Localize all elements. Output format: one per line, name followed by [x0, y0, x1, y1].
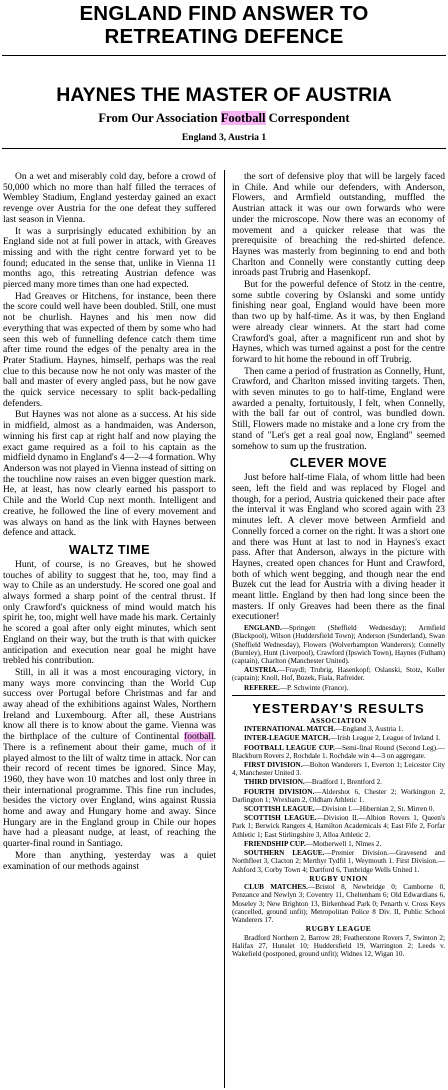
byline [0, 111, 448, 126]
austria-label: AUSTRIA. [244, 666, 279, 675]
result-entry [232, 805, 445, 813]
result-text: —Bolton Wanderers 1, Everton 1; Leicester City 4, Manchester United 3. [232, 761, 445, 778]
crosshead-clever-move: CLEVER MOVE [289, 456, 388, 471]
result-label: CLUB MATCHES. [244, 883, 308, 892]
section-rugby-league: RUGBY LEAGUE [305, 924, 372, 934]
austria-team [232, 666, 445, 682]
right-paragraph-2: But for the powerful defence of Stotz in the centre, some subtle covering by Oslanski and some untidy finishing near goal, England would have been more than two up by half-time. As it was, by then England were already clear winners. At the start had come Crawford's goal, after a magnificent run and shot by Haynes, which was turned against a post for the centre forward to hit home the rebound in off Trubrig. [232, 280, 445, 365]
result-text: Bradford Northern 2, Barrow 28; Featherstone Rovers 7, Swinton 2; Halifax 27, Hunslet 10; Huddersfield 19, Warrington 2; Leeds v. Wakefield (postponed, ground unfit); Widnes 12, Wigan 10. [232, 933, 445, 959]
left-paragraph-6 [3, 668, 216, 850]
referee-label: REFEREE. [244, 683, 280, 692]
football-highlight: football [184, 732, 214, 743]
section-rugby-union: RUGBY UNION [309, 873, 368, 883]
column-divider [224, 170, 225, 1088]
result-text: —Division I.—Hibernian 2, St. Mirren 0. [314, 805, 435, 814]
result-text: —Motherwell 1, Nîmes 2. [305, 839, 382, 848]
section-association: ASSOCIATION [310, 715, 367, 725]
result-entry [232, 814, 445, 839]
main-headline [0, 0, 448, 48]
byline-post: Correspondent [265, 111, 350, 125]
result-label: FOOTBALL LEAGUE CUP. [244, 743, 335, 752]
result-text: —Division II.—Albion Rovers 1, Queen's Park 1; Berwick Rangers 4, Hamilton Academicals 4; East Fife 2, Forfar Athletic 1; East Stirlingshire 3, Alloa Athletic 2. [232, 814, 445, 839]
result-text: —England 3, Austria 1. [335, 725, 404, 734]
match-score: England 3, Austria 1 [181, 132, 267, 143]
rugby-union-results [232, 883, 445, 924]
result-entry [232, 849, 445, 874]
left-paragraph-4: But Haynes was not alone as a success. At his side in midfield, almost as a handmaiden, was Anderson, winning his first cap at right half and now playing the exact game required as a foil to his captain as the midfield dynamo in England's 4—2—4 formation. Why Anderson was not played in Vienna instead of sitting on the touchline now raises an even bigger question mark. He, at least, has now clearly earned his passport to Chile and the World Cup next month. Intelligent and creative, he followed the line of every movement and was always on hand as the link with Haynes between defence and attack. [3, 410, 216, 539]
referee [232, 684, 445, 692]
crosshead-waltz-time: WALTZ TIME [68, 542, 150, 557]
right-paragraph-4: Just before half-time Fiala, of whom little had been seen, left the field and was replaced by Flogel and though, for a period, Austria quickened their pace after the interval it was England who scored again with 23 minutes left. A clever move between Armfield and Connelly forced a corner on the right. It was a short one and there was Hunt at last to nod in Haynes's exact pass. After that Anderson, always in the picture with Haynes, created open chances for Hunt and Crawford, both of which went begging, and though near the end Buzek cut the lead for Austria with a diving header it meant little. England by then had long since been the masters. If only Greaves had been there as the final executioner! [232, 473, 445, 623]
result-label: INTERNATIONAL MATCH. [244, 725, 336, 734]
results-rule [232, 695, 445, 696]
result-label: SCOTTISH LEAGUE. [244, 805, 315, 814]
left-paragraph-5: Hunt, of course, is no Greaves, but he showed touches of ability to suggest that he, too, may find a way to Chile as an understudy. He scored one goal and always formed a sharp point of the central thrust. If only Crawford's quickness of mind would match his spirit he, too, might well have made his mark. Certainly he scored a goal after only eight minutes, which sent England on their way, but the truth is that with quicker anticipation and execution near goal he might have trebled his contribution. [3, 559, 216, 667]
austria-lineup: —Fraydl; Trubrig, Hasenkopf; Oslanski, Stotz, Koller (captain); Knoll, Hof, Buzek, Fiala, Rafreider. [232, 666, 445, 683]
result-label: INTER-LEAGUE MATCH. [244, 734, 331, 743]
result-text: —Bradford 1, Brentford 2. [304, 778, 382, 787]
result-entry [232, 734, 445, 742]
byline-highlight: Football [220, 111, 266, 125]
result-label: SCOTTISH LEAGUE. [244, 814, 317, 823]
result-entry [232, 761, 445, 777]
left-paragraph-6-b: . There is a refinement about their game, much of it played almost to the lilt of waltz time in attack. Nor can their record of recent times be ignored. Since May, 1960, they have won 10 matches and lost only three in their international programme. This fine run includes, besides the victory over England, wins against Russia home and away and Hungary home and away. Since Hungary are in the England group in Chile our hopes have had a pleasant nudge, at least, of reaching the quarter-final round in Santiago. [3, 732, 216, 850]
result-entry [232, 725, 445, 733]
association-results [232, 725, 445, 873]
byline-rule [2, 148, 446, 149]
headline-line-1: ENGLAND FIND ANSWER TO [79, 2, 369, 25]
england-lineup: —Springett (Sheffield Wednesday); Armfield (Blackpool), Wilson (Huddersfield Town); Anderson (Sunderland), Swan (Sheffield Wednesday), Flowers (Wolverhampton Wanderers); Connelly (Burnley), Hunt (Liverpool), Crawford (Ipswich Town), Haynes (Fulham) (captain), Charlton (Manchester United). [232, 624, 445, 665]
result-label: FRIENDSHIP CUP. [244, 839, 306, 848]
result-text: —Aldershot 6, Chester 2; Workington 2, Darlington 1; Wrexham 2, Oldham Athletic 1. [232, 787, 446, 804]
headline-rule [2, 55, 446, 56]
left-paragraph-1: On a wet and miserably cold day, before a crowd of 50,000 which no more than half filled the terraces of Wembley Stadium, England yesterday gained an exact revenge over Austria for the one defeat they suffered last season in Vienna. [3, 172, 216, 225]
result-entry [232, 778, 445, 786]
rugby-league-results [232, 934, 445, 959]
right-paragraph-3: Then came a period of frustration as Connelly, Hunt, Crawford, and Charlton missed inviting targets. Then, with seven minutes to go to half-time, England were awarded a penalty, fortuitously, I felt, when Connelly, with the ball far out of control, was bundled down. Still, Flowers made no mistake and a lone cry from the stand of "Let's get a real goal now, England" seemed somehow to sum up the frustration. [232, 366, 445, 452]
result-label: FOURTH DIVISION. [244, 787, 315, 796]
result-entry [232, 840, 445, 848]
left-paragraph-3: Had Greaves or Hitchens, for instance, been there the score could well have been doubled. Still, one must not be churlish. Haynes and his men now did everything that was expected of them by some who had seen this web of funnelling defence catch them time after time round the edges of the penalty area in the Prater Stadium. Haynes, himself, perhaps was the real clue to this because now he not only was master of the ball and master of every angled pass, but he now gave the quick service necessary to split back-pedalling defenders. [3, 291, 216, 409]
result-entry [232, 934, 445, 959]
result-text: —Semi-final Round (Second Leg).—Blackburn Rovers 2, Rochdale 1. Rochdale win 4—3 on aggregate. [232, 743, 445, 760]
result-text: —Bristol 8, Newbridge 0; Camborne 0, Penzance and Newlyn 3; Coventry 11, Cheltenham 6; Old Edwardians 6, Moseley 3; New Brighton 13, Birkenhead Park 0; Penarth v. Cross Keys (cancelled, ground unfit); Metropolitan Police 8 Div. II, Public School Wanderers 17. [232, 883, 445, 925]
england-team [232, 624, 445, 665]
left-paragraph-2: It was a surprisingly educated exhibition by an England side not at full power in attack, with Greaves missing and with the right centre forward yet to be found; educated in the sense that, unlike in Vienna 11 months ago, this retreating Austrian defence was pierced many more times than one had expected. [3, 226, 216, 291]
result-label: FIRST DIVISION. [244, 761, 303, 770]
result-entry [232, 788, 445, 804]
result-label: SOUTHERN LEAGUE. [244, 849, 325, 858]
result-label: THIRD DIVISION. [244, 778, 305, 787]
result-entry [232, 883, 445, 924]
result-text: —Premier Division.—Gravesend and Northfleet 3, Clacton 2; Merthyr Tydfil 1, Weymouth 1. First Division.—Ashford 3, Corby Town 4; Dartford 6, Tunbridge Wells United 1. [232, 849, 445, 874]
byline-pre: From Our Association [98, 111, 221, 125]
england-label: ENGLAND. [244, 624, 282, 633]
left-column [3, 172, 216, 873]
left-paragraph-7: More than anything, yesterday was a quiet examination of our methods against [3, 850, 216, 872]
result-text: —Irish League 2, League of Ireland 1. [330, 734, 441, 743]
results-title: YESTERDAY'S RESULTS [252, 700, 425, 716]
right-column [232, 172, 445, 959]
headline-line-2: RETREATING DEFENCE [104, 25, 344, 48]
subheadline: HAYNES THE MASTER OF AUSTRIA [56, 84, 392, 106]
result-entry [232, 744, 445, 760]
referee-name: —P. Schwinte (France). [279, 683, 349, 692]
left-paragraph-6-a: Still, in all it was a most encouraging victory, in many ways more convincing than the World Cup success over Portugal before Christmas and far and away ahead of the exhibitions against Wales, Northern Ireland and Luxembourg. After all, these Austrians know all there is to know about the game. Vienna was the birthplace of the culture of Continental [3, 667, 216, 743]
right-paragraph-1: the sort of defensive ploy that will be largely faced in Chile. And while our defenders, with Anderson, Flowers, and Armfield outstanding, muffled the Austrian attack it was our own forwards who were under the microscope. Now there was an economy of movement and a quicker release that was the prerequisite of breaching the red-shirted defence. Haynes was masterly from beginning to end and both Charlton and Connelly were constantly cutting deep inroads past Trubrig and Hasenkopf. [232, 172, 445, 279]
